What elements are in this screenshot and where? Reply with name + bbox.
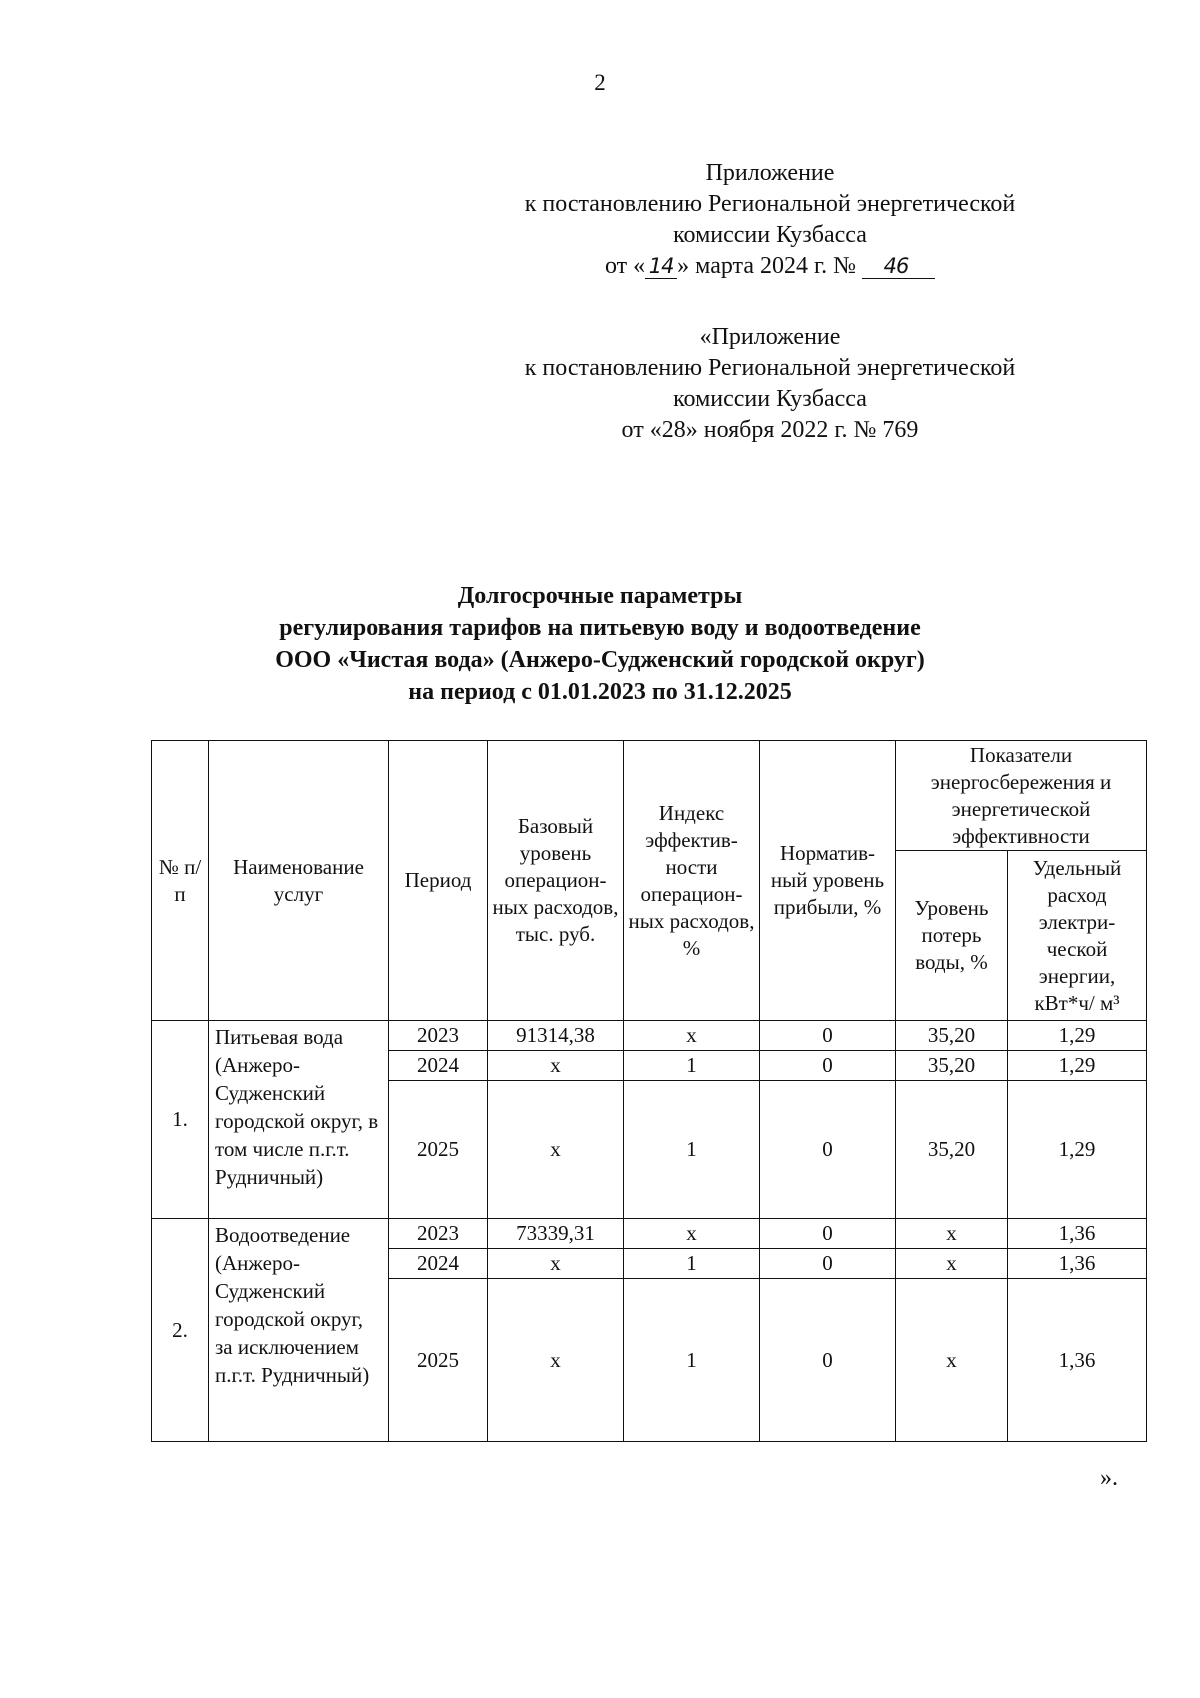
header-period: Период: [389, 741, 488, 1021]
profit-norm-cell: 0: [760, 1249, 896, 1279]
period-cell: 2023: [389, 1219, 488, 1249]
title-line-4: на период с 01.01.2023 по 31.12.2025: [408, 679, 792, 705]
approval-date-line: [470, 251, 1070, 282]
table-row: [152, 1219, 1147, 1249]
electricity-cell: 1,29: [1008, 1081, 1147, 1219]
original-date-line: от «28» ноября 2022 г. № 769: [621, 417, 919, 443]
base-opex-cell: х: [488, 1051, 624, 1081]
water-loss-cell: х: [896, 1249, 1008, 1279]
efficiency-index-cell: 1: [624, 1279, 760, 1442]
approval-commission-line: комиссии Кузбасса: [673, 222, 867, 248]
base-opex-cell: х: [488, 1249, 624, 1279]
water-loss-cell: х: [896, 1279, 1008, 1442]
date-prefix: от «: [605, 253, 646, 279]
efficiency-index-cell: 1: [624, 1051, 760, 1081]
tariff-parameters-table: [151, 740, 1147, 1442]
electricity-cell: 1,36: [1008, 1279, 1147, 1442]
handwritten-number: 46: [862, 254, 935, 279]
period-cell: 2024: [389, 1249, 488, 1279]
approval-block-current: [470, 158, 1070, 282]
header-energy-indicators: Показатели энергосбережения и энергетической эффективности: [896, 741, 1147, 851]
header-service-name: Наименование услуг: [209, 741, 389, 1021]
electricity-cell: 1,36: [1008, 1249, 1147, 1279]
approval-block-original: [470, 322, 1070, 446]
electricity-cell: 1,29: [1008, 1021, 1147, 1051]
service-name-cell: Питьевая вода (Анжеро-Судженский городской округ, в том числе п.г.т. Рудничный): [209, 1021, 389, 1219]
period-cell: 2023: [389, 1021, 488, 1051]
base-opex-cell: х: [488, 1279, 624, 1442]
profit-norm-cell: 0: [760, 1219, 896, 1249]
base-opex-cell: 91314,38: [488, 1021, 624, 1051]
approval-resolution-line: к постановлению Региональной энергетической: [524, 191, 1016, 217]
approval-heading: Приложение: [705, 160, 835, 186]
closing-quote-mark: ».: [1100, 1465, 1118, 1491]
electricity-cell: 1,36: [1008, 1219, 1147, 1249]
water-loss-cell: 35,20: [896, 1021, 1008, 1051]
water-loss-cell: 35,20: [896, 1081, 1008, 1219]
header-efficiency-index: Индекс эффектив-ности операцион-ных расходов, %: [624, 741, 760, 1021]
electricity-cell: 1,29: [1008, 1051, 1147, 1081]
header-base-opex: Базовый уровень операцион-ных расходов, тыс. руб.: [488, 741, 624, 1021]
period-cell: 2024: [389, 1051, 488, 1081]
page-number: 2: [594, 70, 606, 95]
header-number: № п/п: [152, 741, 209, 1021]
handwritten-day: 14: [645, 254, 677, 279]
profit-norm-cell: 0: [760, 1081, 896, 1219]
base-opex-cell: 73339,31: [488, 1219, 624, 1249]
profit-norm-cell: 0: [760, 1279, 896, 1442]
header-electricity-consumption: Удельный расход электри-ческой энергии, кВт*ч/ м³: [1008, 851, 1147, 1021]
original-resolution-line: к постановлению Региональной энергетической: [524, 355, 1016, 381]
base-opex-cell: х: [488, 1081, 624, 1219]
title-line-3: ООО «Чистая вода» (Анжеро-Судженский городской округ): [275, 647, 925, 673]
header-profit-norm: Норматив-ный уровень прибыли, %: [760, 741, 896, 1021]
water-loss-cell: 35,20: [896, 1051, 1008, 1081]
efficiency-index-cell: 1: [624, 1249, 760, 1279]
document-title: [150, 580, 1050, 708]
date-middle: » марта 2024 г. №: [677, 253, 856, 279]
period-cell: 2025: [389, 1081, 488, 1219]
original-commission-line: комиссии Кузбасса: [673, 386, 867, 412]
service-name-cell: Водоотведение (Анжеро-Судженский городской округ, за исключением п.г.т. Рудничный): [209, 1219, 389, 1442]
period-cell: 2025: [389, 1279, 488, 1442]
efficiency-index-cell: х: [624, 1021, 760, 1051]
water-loss-cell: х: [896, 1219, 1008, 1249]
title-line-1: Долгосрочные параметры: [457, 583, 743, 609]
efficiency-index-cell: х: [624, 1219, 760, 1249]
profit-norm-cell: 0: [760, 1051, 896, 1081]
header-water-loss: Уровень потерь воды, %: [896, 851, 1008, 1021]
title-line-2: регулирования тарифов на питьевую воду и водоотведение: [279, 615, 921, 641]
profit-norm-cell: 0: [760, 1021, 896, 1051]
row-number-cell: 2.: [152, 1219, 209, 1442]
original-approval-heading: «Приложение: [699, 324, 841, 350]
row-number-cell: 1.: [152, 1021, 209, 1219]
table-row: [152, 1021, 1147, 1051]
efficiency-index-cell: 1: [624, 1081, 760, 1219]
